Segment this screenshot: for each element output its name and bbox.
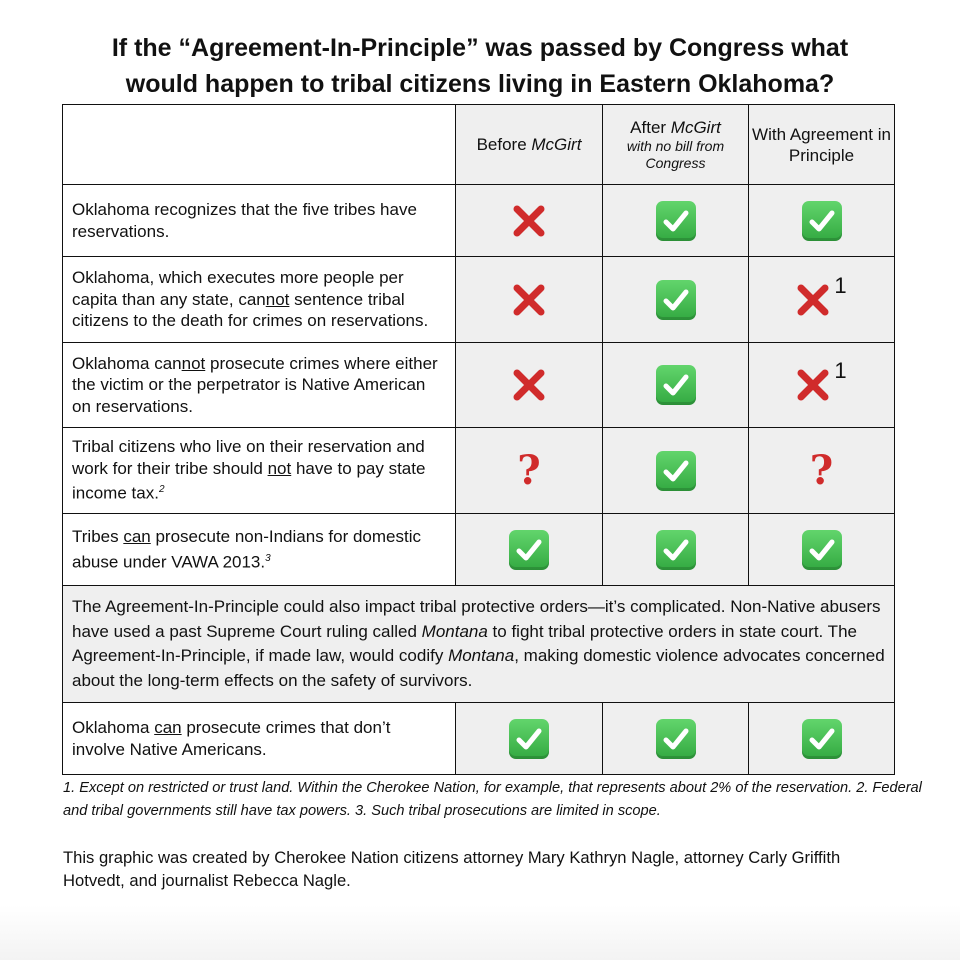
- cell-before-mcgirt: [456, 703, 603, 775]
- red-cross-mark-icon: [796, 368, 830, 402]
- white-check-mark-icon: [656, 451, 696, 491]
- bottom-shadow: [0, 905, 960, 960]
- table-row: [63, 257, 895, 343]
- row-description: Tribal citizens who live on their reservation and work for their tribe should not have to pay state income tax.$^2$: [63, 428, 456, 514]
- credit-line: This graphic was created by Cherokee Nation citizens attorney Mary Kathryn Nagle, attorney Carly Griffith Hotvedt, and journalist Rebecca Nagle.: [63, 848, 841, 890]
- cell-after-mcgirt: [603, 428, 749, 514]
- white-check-mark-icon: [509, 719, 549, 759]
- cell-before-mcgirt: [456, 343, 603, 428]
- white-check-mark-icon: [802, 201, 842, 241]
- header-before-mcgirt: Before McGirt: [456, 105, 603, 185]
- title-line-2: would happen to tribal citizens living in Eastern Oklahoma?: [125, 70, 835, 98]
- header-with-agreement: With Agreement in Principle: [749, 105, 895, 185]
- row-description: Tribes can prosecute non-Indians for domestic abuse under VAWA 2013.$^3$: [63, 514, 456, 586]
- table-row: [63, 514, 895, 586]
- cell-after-mcgirt: [603, 514, 749, 586]
- white-check-mark-icon: [802, 530, 842, 570]
- table-row: [63, 703, 895, 775]
- white-check-mark-icon: [656, 365, 696, 405]
- cell-with-agreement: [749, 514, 895, 586]
- red-cross-mark-icon: [512, 283, 546, 317]
- title-line-1: If the “Agreement-In-Principle” was passed by Congress what: [111, 34, 849, 62]
- row-description: Oklahoma recognizes that the five tribes have reservations.: [63, 185, 456, 257]
- white-check-mark-icon: [656, 719, 696, 759]
- header-row: [63, 105, 895, 185]
- red-question-mark-icon: ?: [517, 446, 541, 494]
- cell-with-agreement: [749, 703, 895, 775]
- white-check-mark-icon: [656, 530, 696, 570]
- cell-before-mcgirt: [456, 428, 603, 514]
- cell-after-mcgirt: [603, 257, 749, 343]
- row-description: Oklahoma, which executes more people per capita than any state, cannot sentence tribal citizens to the death for crimes on reservations.: [63, 257, 456, 343]
- note-row: [63, 586, 895, 703]
- row-description: Oklahoma cannot prosecute crimes where either the victim or the perpetrator is Native American on reservations.: [63, 343, 456, 428]
- table-row: [63, 185, 895, 257]
- table-row: [63, 343, 895, 428]
- note-cell: The Agreement-In-Principle could also impact tribal protective orders—it’s complicated. Non-Native abusers have used a past Supreme Court ruling called Montana to fight tribal protective orders in state court. The Agreement-In-Principle, if made law, would codify Montana, making domestic violence advocates concerned about the long-term effects on the safety of survivors.: [63, 586, 895, 703]
- cell-after-mcgirt: [603, 703, 749, 775]
- cell-before-mcgirt: [456, 514, 603, 586]
- red-cross-mark-icon: [796, 283, 830, 317]
- red-question-mark-icon: ?: [809, 446, 834, 494]
- footnote-ref: 1: [834, 272, 847, 298]
- footnote-ref: 3: [265, 552, 271, 564]
- footnote-ref: 2: [158, 484, 165, 496]
- table-row: [63, 428, 895, 514]
- red-cross-mark-icon: [512, 204, 546, 238]
- cell-with-agreement: [749, 185, 895, 257]
- cell-before-mcgirt: [456, 257, 603, 343]
- cell-with-agreement: [749, 428, 895, 514]
- header-blank-cell: [63, 105, 456, 185]
- header-after-mcgirt: After McGirt with no bill from Congress: [603, 105, 749, 185]
- white-check-mark-icon: [656, 280, 696, 320]
- cell-before-mcgirt: [456, 185, 603, 257]
- cell-after-mcgirt: [603, 185, 749, 257]
- cell-with-agreement: [749, 343, 895, 428]
- footnote-ref: 1: [834, 358, 847, 383]
- red-cross-mark-icon: [512, 368, 546, 402]
- comparison-table: [62, 104, 895, 775]
- white-check-mark-icon: [509, 530, 549, 570]
- row-description: Oklahoma can prosecute crimes that don’t involve Native Americans.: [63, 703, 456, 775]
- header-after-mcgirt-subtitle: with no bill from Congress: [626, 138, 725, 171]
- page-title: [40, 30, 920, 102]
- footnotes: 1. Except on restricted or trust land. Within the Cherokee Nation, for example, that represents about 2% of the reservation. 2. Federal and tribal governments still have tax powers. 3. Such tribal prosecutions are limited in scope.: [63, 780, 922, 819]
- white-check-mark-icon: [802, 719, 842, 759]
- cell-after-mcgirt: [603, 343, 749, 428]
- white-check-mark-icon: [656, 201, 696, 241]
- cell-with-agreement: [749, 257, 895, 343]
